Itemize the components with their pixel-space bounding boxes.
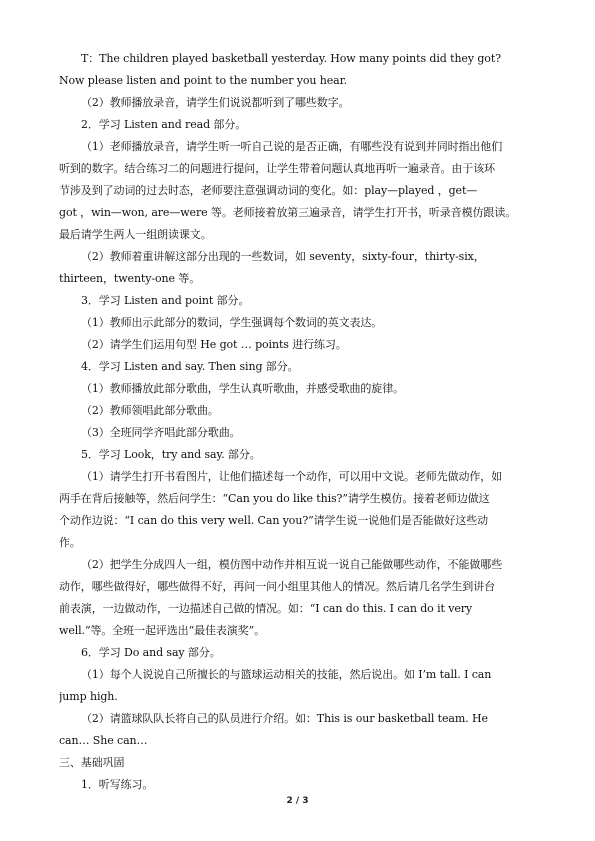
text-line: T：The children played basketball yesterday. How many points did they got? (81, 52, 501, 65)
text-line: （2）请学生们运用句型 He got … points 进行练习。 (81, 338, 347, 351)
text-line: can… She can… (59, 734, 148, 747)
text-line: 节涉及到了动词的过去时态，老师要注意强调动词的变化。如：play—played ，get— (59, 184, 478, 197)
text-line: 6．学习 Do and say 部分。 (81, 646, 221, 659)
text-line: （1）教师播放此部分歌曲，学生认真听歌曲，并感受歌曲的旋律。 (81, 382, 404, 395)
text-line: jump high. (59, 690, 118, 703)
text-line: 动作，哪些做得好，哪些做得不好，再问一问小组里其他人的情况。然后请几名学生到讲台 (59, 580, 495, 593)
text-line: 作。 (59, 536, 81, 549)
text-line: 5．学习 Look，try and say. 部分。 (81, 448, 261, 461)
text-line: （3）全班同学齐唱此部分歌曲。 (81, 426, 241, 439)
text-line: 最后请学生两人一组朗读课文。 (59, 228, 212, 241)
document-body (59, 48, 537, 796)
text-line: well.”等。全班一起评选出“最佳表演奖”。 (59, 624, 266, 637)
text-line: 个动作边说：“I can do this very well. Can you?”请学生说一说他们是否能做好这些动 (59, 514, 489, 527)
text-line: （1）请学生打开书看图片，让他们描述每一个动作，可以用中文说。老师先做动作，如 (81, 470, 503, 483)
text-line: 2．学习 Listen and read 部分。 (81, 118, 247, 131)
text-line: 听到的数字。结合练习二的问题进行提问，让学生带着问题认真地再听一遍录音。由于该环 (59, 162, 495, 175)
text-line: （1）教师出示此部分的数词，学生强调每个数词的英文表达。 (81, 316, 383, 329)
text-line: 两手在背后接触等，然后问学生：“Can you do like this?”请学生模仿。接着老师边做这 (59, 492, 490, 505)
text-line: Now please listen and point to the number you hear. (59, 74, 347, 87)
text-line: 前表演，一边做动作，一边描述自己做的情况。如：“I can do this. I can do it very (59, 602, 473, 615)
text-line: 3．学习 Listen and point 部分。 (81, 294, 250, 307)
text-line: （2）把学生分成四人一组，模仿图中动作并相互说一说自己能做哪些动作，不能做哪些 (81, 558, 503, 571)
text-line: （2）教师领唱此部分歌曲。 (81, 404, 219, 417)
text-line: got ，win—won, are—were 等。老师接着放第三遍录音，请学生打开书，听录音模仿跟读。 (59, 206, 517, 219)
text-line: 1．听写练习。 (81, 778, 154, 791)
page-number: 2 / 3 (286, 796, 309, 806)
text-line: （1）老师播放录音，请学生听一听自己说的是否正确，有哪些没有说到并同时指出他们 (81, 140, 503, 153)
text-line: （1）每个人说说自己所擅长的与篮球运动相关的技能，然后说出。如 I’m tall. I can (81, 668, 492, 681)
text-line: （2）教师播放录音，请学生们说说都听到了哪些数字。 (81, 96, 350, 109)
text-line: （2）请篮球队队长将自己的队员进行介绍。如：This is our basketball team. He (81, 712, 488, 725)
text-line: 三、基础巩固 (59, 756, 125, 769)
text-line: 4．学习 Listen and say. Then sing 部分。 (81, 360, 299, 373)
text-line: thirteen，twenty-one 等。 (59, 272, 201, 285)
text-line: （2）教师着重讲解这部分出现的一些数词，如 seventy，sixty-four，thirty-six， (81, 250, 485, 263)
